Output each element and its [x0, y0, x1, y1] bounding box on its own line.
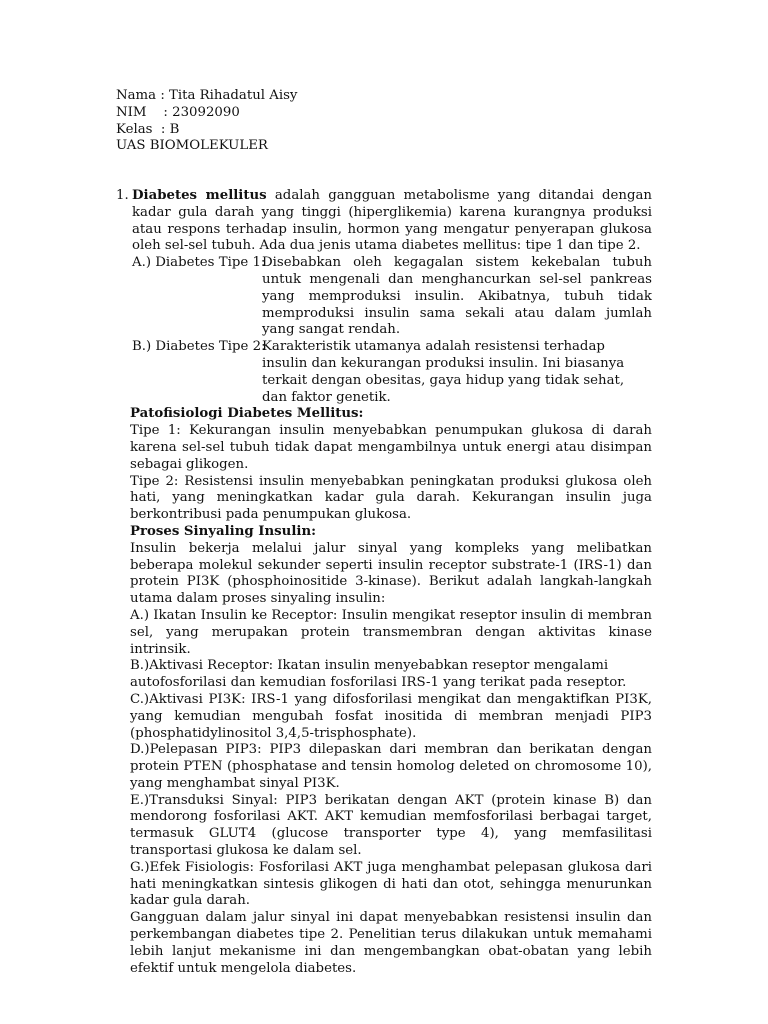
term-diabetes-mellitus: Diabetes mellitus — [132, 188, 267, 203]
patofisiologi-tipe-2: Tipe 2: Resistensi insulin menyebabkan peningkatan produksi glukosa oleh hati, yang meningkatkan kadar gula darah. Kekurangan insulin juga berkontribusi pada penumpukan glukosa. — [130, 473, 652, 523]
type-2-text: Karakteristik utamanya adalah resistensi terhadap insulin dan kekurangan produksi insulin. Ini biasanya terkait dengan obesitas, gaya hidup yang tidak sehat, dan faktor genetik. — [262, 339, 625, 405]
sinyaling-intro: Insulin bekerja melalui jalur sinyal yang kompleks yang melibatkan beberapa molekul sekunder seperti insulin receptor substrate-1 (IRS-1) dan protein PI3K (phosphoinositide 3-kinase). Berikut adalah langkah-langkah utama dalam proses sinyaling insulin: — [130, 540, 652, 607]
sinyaling-step-e: E.)Transduksi Sinyal: PIP3 berikatan dengan AKT (protein kinase B) dan mendorong fosforilasi AKT. AKT kemudian memfosforilasi berbagai target, termasuk GLUT4 (glucose transporter type 4), yang memfasilitasi transportasi glukosa ke dalam sel. — [130, 792, 652, 859]
student-class: Kelas : B — [116, 121, 180, 137]
type-1-text: Disebabkan oleh kegagalan sistem kekebalan tubuh untuk mengenali dan menghancurkan sel-sel pankreas yang memproduksi insulin. Akibatnya, tubuh tidak memproduksi insulin sama sekali atau dalam jumlah yang sangat rendah. — [262, 255, 652, 338]
document-body — [116, 188, 652, 977]
student-nim: NIM : 23092090 — [116, 104, 240, 120]
patofisiologi-heading: Patofisiologi Diabetes Mellitus: — [130, 406, 364, 422]
item-number: 1. — [116, 188, 129, 203]
sinyaling-step-c: C.)Aktivasi PI3K: IRS-1 yang difosforilasi mengikat dan mengaktifkan PI3K, yang kemudian mengubah fosfat inositida di membran menjadi PIP3 (phosphatidylinositol 3,4,5-trisphosphate). — [130, 691, 652, 741]
sinyaling-heading: Proses Sinyaling Insulin: — [130, 523, 317, 539]
type-2-definition — [132, 339, 652, 406]
item-1-intro: adalah gangguan metabolisme yang ditandai dengan kadar gula darah yang tinggi (hiperglikemia) karena kurangnya produksi atau respons terhadap insulin, hormon yang mengatur penyerapan glukosa oleh sel-sel tubuh. Ada dua jenis utama diabetes mellitus: tipe 1 dan tipe 2. — [132, 188, 652, 254]
sinyaling-step-b: B.)Aktivasi Receptor: Ikatan insulin menyebabkan reseptor mengalami autofosforilasi dan kemudian fosforilasi IRS-1 yang terikat pada reseptor. — [130, 658, 627, 691]
student-name: Nama : Tita Rihadatul Aisy — [116, 88, 298, 103]
type-1-label: A.) Diabetes Tipe 1: — [132, 255, 266, 271]
type-2-label: B.) Diabetes Tipe 2: — [132, 339, 266, 355]
sinyaling-closing: Gangguan dalam jalur sinyal ini dapat menyebabkan resistensi insulin dan perkembangan diabetes tipe 2. Penelitian terus dilakukan untuk memahami lebih lanjut mekanisme ini dan mengembangkan obat-obatan yang lebih efektif untuk mengelola diabetes. — [130, 910, 652, 976]
patofisiologi-section — [116, 406, 652, 977]
student-header — [116, 88, 676, 155]
type-1-definition — [132, 255, 652, 339]
sinyaling-step-g: G.)Efek Fisiologis: Fosforilasi AKT juga menghambat pelepasan glukosa dari hati meningkatkan sintesis glikogen di hati dan otot, sehingga menurunkan kadar gula darah. — [130, 859, 652, 909]
sinyaling-step-d: D.)Pelepasan PIP3: PIP3 dilepaskan dari membran dan berikatan dengan protein PTEN (phosphatase and tensin homolog deleted on chromosome 10), yang menghambat sinyal PI3K. — [130, 742, 652, 791]
item-1-paragraph — [116, 188, 652, 255]
sinyaling-step-a: A.) Ikatan Insulin ke Receptor: Insulin mengikat reseptor insulin di membran sel, yang merupakan protein transmembran dengan aktivitas kinase intrinsik. — [130, 607, 652, 657]
patofisiologi-tipe-1: Tipe 1: Kekurangan insulin menyebabkan penumpukan glukosa di darah karena sel-sel tubuh tidak dapat mengambilnya untuk energi atau disimpan sebagai glikogen. — [130, 423, 652, 472]
exam-title: UAS BIOMOLEKULER — [116, 138, 268, 154]
